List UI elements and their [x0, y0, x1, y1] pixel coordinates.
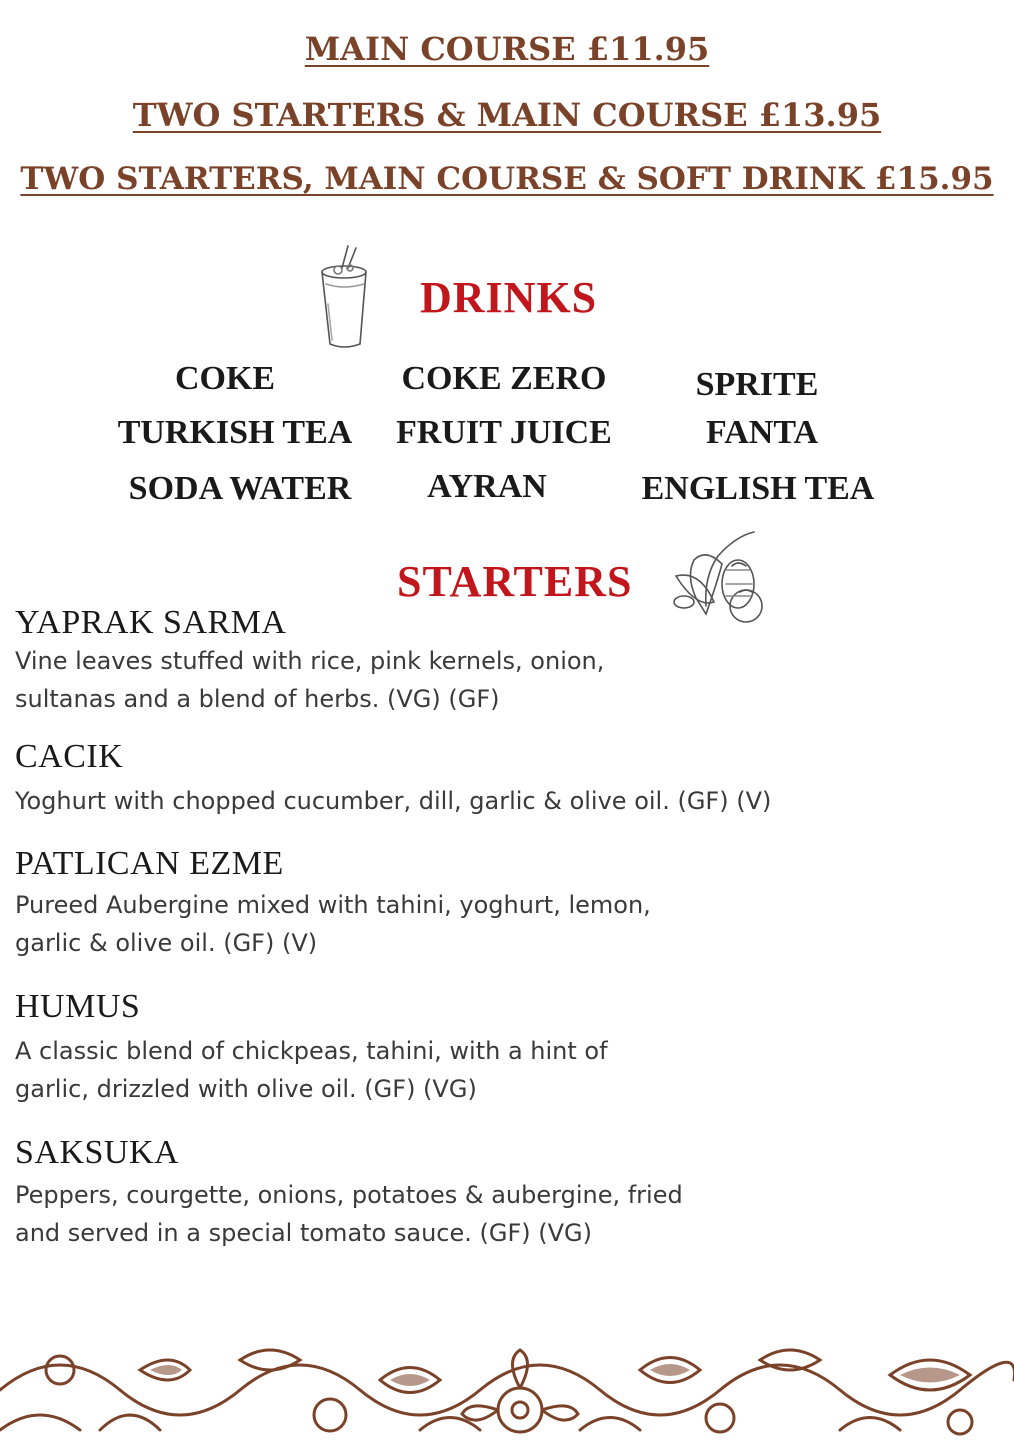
- starters-title: STARTERS: [397, 557, 633, 606]
- starter-description: Yoghurt with chopped cucumber, dill, garlic & olive oil. (GF) (V): [15, 787, 772, 815]
- drink-item: ENGLISH TEA: [641, 470, 875, 507]
- drink-item: AYRAN: [427, 468, 547, 505]
- drink-item: SPRITE: [695, 366, 819, 403]
- drink-item: COKE ZERO: [401, 360, 607, 397]
- drink-item: FRUIT JUICE: [396, 414, 612, 451]
- starter-description: and served in a special tomato sauce. (GF) (VG): [15, 1219, 593, 1247]
- starter-description: Pureed Aubergine mixed with tahini, yoghurt, lemon,: [15, 891, 651, 919]
- drinks-title: DRINKS: [420, 273, 598, 322]
- offer-two-starters-main-drink: TWO STARTERS, MAIN COURSE & SOFT DRINK £15.95: [20, 161, 994, 197]
- starter-name: SAKSUKA: [15, 1134, 180, 1171]
- starter-name: PATLICAN EZME: [15, 845, 284, 882]
- drink-item: FANTA: [705, 414, 819, 451]
- starter-name: YAPRAK SARMA: [15, 604, 287, 641]
- starter-description: sultanas and a blend of herbs. (VG) (GF): [15, 685, 500, 713]
- starter-description: garlic & olive oil. (GF) (V): [15, 929, 318, 957]
- floral-border-ornament: [0, 1330, 1014, 1440]
- drink-item: COKE: [174, 360, 276, 397]
- starter-name: HUMUS: [15, 988, 141, 1025]
- offer-two-starters-main: TWO STARTERS & MAIN COURSE £13.95: [132, 96, 882, 134]
- drink-item: TURKISH TEA: [117, 414, 353, 451]
- starter-description: A classic blend of chickpeas, tahini, with a hint of: [15, 1037, 608, 1065]
- starter-name: CACIK: [15, 738, 124, 775]
- starter-description: Peppers, courgette, onions, potatoes & aubergine, fried: [15, 1181, 683, 1209]
- starter-description: garlic, drizzled with olive oil. (GF) (VG): [15, 1075, 477, 1103]
- drink-glass-icon: [312, 244, 386, 352]
- starter-description: Vine leaves stuffed with rice, pink kernels, onion,: [15, 647, 605, 675]
- vegetables-icon: [666, 526, 776, 626]
- offer-main-course: MAIN COURSE £11.95: [304, 30, 710, 68]
- drink-item: SODA WATER: [128, 470, 352, 507]
